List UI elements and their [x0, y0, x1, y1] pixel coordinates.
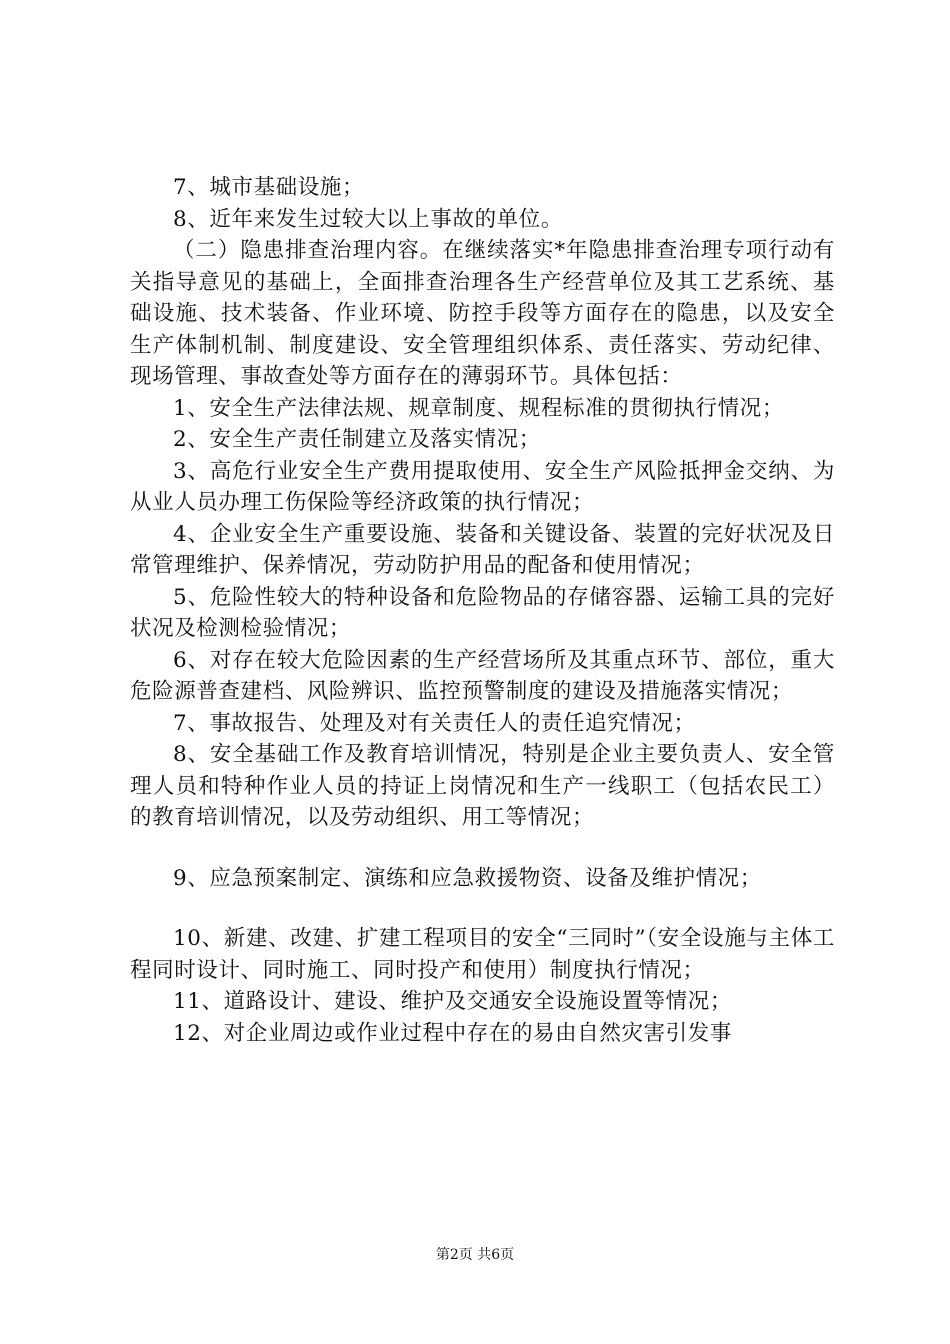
paragraph-item-8: 8、安全基础工作及教育培训情况，特别是企业主要负责人、安全管理人员和特种作业人员的持证上岗情况和生产一线职工（包括农民工）的教育培训情况，以及劳动组织、用工等情况；	[130, 742, 835, 830]
paragraph-item-11: 11、道路设计、建设、维护及交通安全设施设置等情况；	[173, 989, 732, 1014]
document-body	[130, 172, 835, 1049]
paragraph-item-9: 9、应急预案制定、演练和应急救援物资、设备及维护情况；	[173, 865, 762, 891]
paragraph-item-7-infrastructure: 7、城市基础设施；	[173, 175, 365, 200]
paragraph-item-6: 6、对存在较大危险因素的生产经营场所及其重点环节、部位，重大危险源普查建档、风险辨识、监控预警制度的建设及措施落实情况；	[130, 647, 835, 704]
paragraph-item-4: 4、企业安全生产重要设施、装备和关键设备、装置的完好状况及日常管理维护、保养情况，劳动防护用品的配备和使用情况；	[130, 521, 835, 578]
paragraph-item-3: 3、高危行业安全生产费用提取使用、安全生产风险抵押金交纳、为从业人员办理工伤保险等经济政策的执行情况；	[130, 458, 835, 515]
page-footer: 第2页 共6页	[435, 1247, 515, 1263]
paragraph-item-8-accident-units: 8、近年来发生过较大以上事故的单位。	[173, 206, 563, 232]
paragraph-item-10: 10、新建、改建、扩建工程项目的安全“三同时”（安全设施与主体工程同时设计、同时施工、同时投产和使用）制度执行情况；	[130, 926, 835, 983]
paragraph-item-12: 12、对企业周边或作业过程中存在的易由自然灾害引发事	[173, 1020, 732, 1046]
paragraph-item-1: 1、安全生产法律法规、规章制度、规程标准的贯彻执行情况；	[173, 395, 784, 421]
paragraph-item-2: 2、安全生产责任制建立及落实情况；	[173, 427, 541, 452]
paragraph-section-2-intro: （二）隐患排查治理内容。在继续落实*年隐患排查治理专项行动有关指导意见的基础上，全面排查治理各生产经营单位及其工艺系统、基础设施、技术装备、作业环境、防控手段等方面存在的隐患，以及安全生产体制机制、制度建设、安全管理组织体系、责任落实、劳动纪律、现场管理、事故查处等方面存在的薄弱环节。具体包括：	[130, 238, 835, 389]
paragraph-item-7: 7、事故报告、处理及对有关责任人的责任追究情况；	[173, 710, 696, 736]
paragraph-item-5: 5、危险性较大的特种设备和危险物品的存储容器、运输工具的完好状况及检测检验情况；	[130, 584, 835, 641]
